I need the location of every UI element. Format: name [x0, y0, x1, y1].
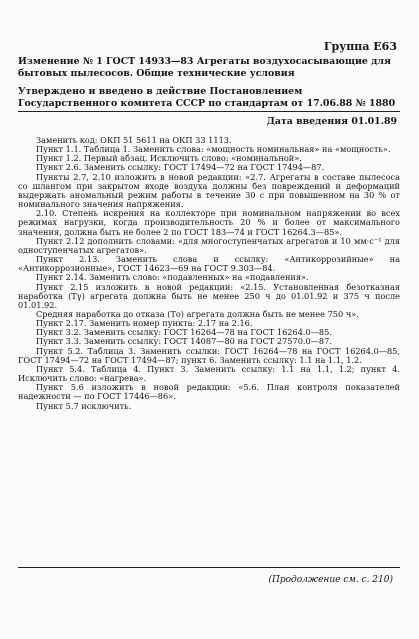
approval-heading: Утверждено и введено в действие Постановлением Государственного комитета СССР по стандартам от 17.06.88 № 1880 — [18, 86, 396, 109]
paragraph-4: Пункт 2.6. Заменить ссылку: ГОСТ 17494—72 на ГОСТ 17494—87. — [36, 162, 325, 173]
paragraph-1: Заменить код: ОКП 51 5611 на ОКП 33 1113. — [36, 135, 232, 145]
paragraph-11: Средняя наработка до отказа (То) агрегата должна быть не менее 750 ч». — [36, 308, 359, 319]
paragraph-13: Пункт 3.2. Заменить ссылку: ГОСТ 16264—78 на ГОСТ 16264.0—85. — [36, 327, 332, 338]
group-label: Группа Е63 — [323, 40, 397, 53]
paragraph-10: Пункт 2.15 изложить в новой редакции: «2.15. Установленная безотказная наработка (Тγ) агрегата должна быть не менее 250 ч до 01.01.92 и 375 ч после 01.01.92. — [18, 281, 400, 310]
paragraph-7: Пункт 2.12 дополнить словами: «для многоступенчатых агрегатов и 10 мм·с⁻¹ для одноступенчатых агрегатов». — [18, 235, 400, 255]
top-divider — [18, 111, 400, 112]
paragraph-16: Пункт 5.4. Таблица 4. Пункт 3. Заменить ссылку: 1.1 на 1.1, 1.2; пункт 4. Исключить слово: «нагрева». — [18, 363, 400, 384]
paragraph-14: Пункт 3.3. Заменить ссылку: ГОСТ 14087—80 на ГОСТ 27570.0—87. — [36, 336, 332, 347]
effective-date: Дата введения 01.01.89 — [266, 116, 397, 127]
document-body — [18, 136, 400, 411]
bottom-divider — [18, 567, 400, 568]
paragraph-8: Пункт 2.13. Заменить слова и ссылку: «Антикоррозийные» на «Антикоррозионные», ГОСТ 14623—69 на ГОСТ 9.303—84. — [18, 254, 400, 274]
paragraph-18: Пункт 5.7 исключить. — [36, 400, 132, 411]
paragraph-2: Пункт 1.1. Таблица 1. Заменить слова: «мощность номинальная» на «мощность». — [36, 144, 391, 155]
paragraph-12: Пункт 2.17. Заменить номер пункта: 2.17 на 2.16. — [36, 318, 253, 329]
paragraph-15: Пункт 5.2. Таблица 3. Заменить ссылки: ГОСТ 16264—78 на ГОСТ 16264.0—85, ГОСТ 17494—72 на ГОСТ 17494—87; пункт 6. Заменить ссылку: 1.1 на 1.1, 1.2. — [18, 345, 400, 365]
change-heading: Изменение № 1 ГОСТ 14933—83 Агрегаты воздухосасывающие для бытовых пылесосов. Общие технические условия — [18, 56, 391, 79]
paragraph-3: Пункт 1.2. Первый абзац. Исключить слово: «номинальной». — [36, 153, 302, 164]
paragraph-9: Пункт 2.14. Заменить слово: «подавленных» на «подавления». — [36, 272, 309, 283]
continuation-note: (Продолжение см. с. 210) — [268, 575, 393, 585]
paragraph-5: Пункты 2.7, 2.10 изложить в новой редакции: «2.7. Агрегаты в составе пылесоса со шлангом при закрытом входе воздуха должны без повреждений и деформаций выдержать аномальный режим работы в течение 30 с при повышенном на 30 % от номинального значения напряжения. — [18, 171, 400, 210]
paragraph-17: Пункт 5.6 изложить в новой редакции: «5.6. План контроля показателей надежности — по ГОСТ 17446—86». — [18, 382, 400, 402]
paragraph-6: 2.10. Степень искрения на коллекторе при номинальном напряжении во всех режимах нагрузки, когда производительность 20 % и более от максимального значения, должна быть не более 2 по ГОСТ 183—74 и ГОСТ 16264.3—85». — [18, 208, 400, 237]
